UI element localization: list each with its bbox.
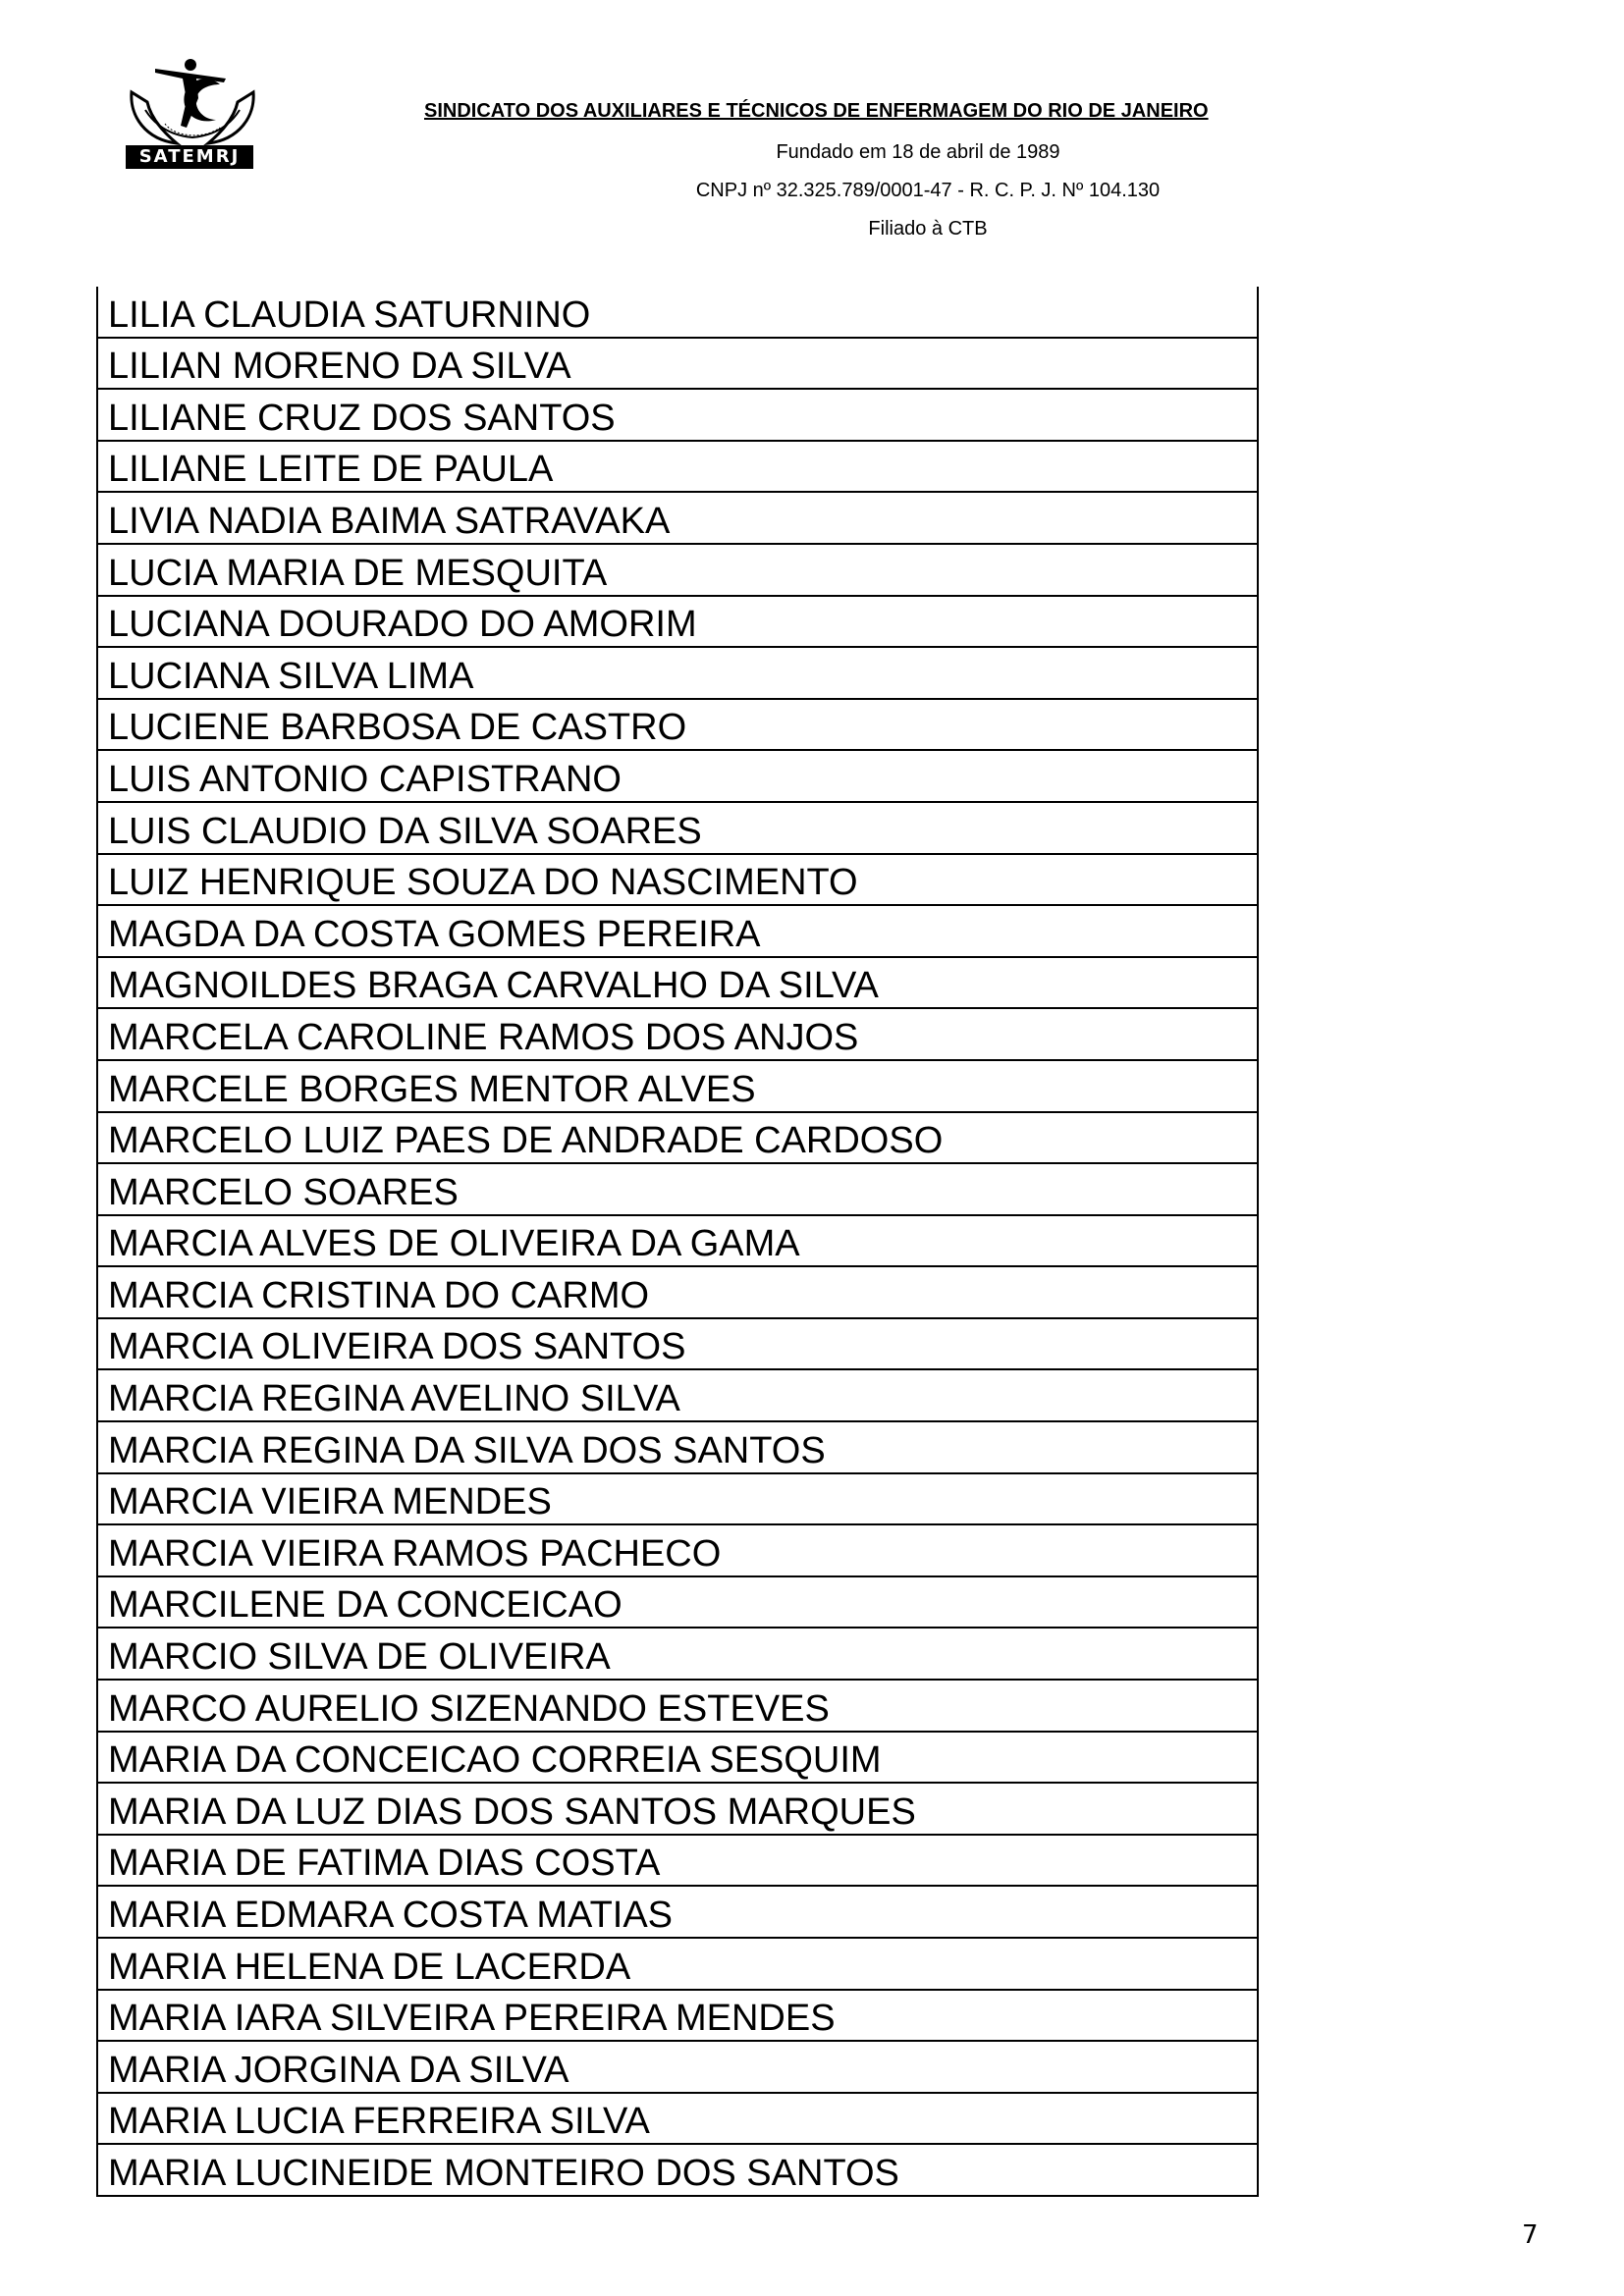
table-row	[97, 1576, 1258, 1629]
table-row	[97, 492, 1258, 544]
organization-name: SINDICATO DOS AUXILIARES E TÉCNICOS DE ENFERMAGEM DO RIO DE JANEIRO	[424, 100, 1209, 122]
member-name-cell: MARIA JORGINA DA SILVA	[97, 2041, 1258, 2093]
table-row	[97, 854, 1258, 906]
member-name-cell: LUCIENE BARBOSA DE CASTRO	[97, 699, 1258, 751]
registration-info: CNPJ nº 32.325.789/0001-47 - R. C. P. J. Nº 104.130	[695, 180, 1161, 201]
member-name-cell: MARCIA ALVES DE OLIVEIRA DA GAMA	[97, 1215, 1258, 1267]
table-row	[97, 2093, 1258, 2145]
table-row	[97, 1318, 1258, 1370]
member-name-cell: MARCELA CAROLINE RAMOS DOS ANJOS	[97, 1008, 1258, 1060]
table-row	[97, 389, 1258, 441]
member-name-cell: LUCIANA SILVA LIMA	[97, 647, 1258, 699]
member-name-cell: MARCIA REGINA AVELINO SILVA	[97, 1369, 1258, 1421]
member-name-cell: MARCIA VIEIRA RAMOS PACHECO	[97, 1524, 1258, 1576]
member-name-cell: MARIA DE FATIMA DIAS COSTA	[97, 1835, 1258, 1887]
table-row	[97, 1524, 1258, 1576]
member-name-cell: MARCIO SILVA DE OLIVEIRA	[97, 1628, 1258, 1680]
member-name-cell: MARCIA CRISTINA DO CARMO	[97, 1266, 1258, 1318]
member-name-cell: MARCIA VIEIRA MENDES	[97, 1473, 1258, 1525]
member-name-cell: MARCO AURELIO SIZENANDO ESTEVES	[97, 1680, 1258, 1732]
table-row	[97, 2144, 1258, 2196]
table-row	[97, 441, 1258, 493]
member-name-cell: MARIA LUCIA FERREIRA SILVA	[97, 2093, 1258, 2145]
table-row	[97, 1112, 1258, 1164]
logo-emblem-icon	[126, 55, 259, 149]
table-row	[97, 905, 1258, 957]
table-row	[97, 1060, 1258, 1112]
affiliation: Filiado à CTB	[868, 218, 988, 240]
member-name-cell: LILIANE LEITE DE PAULA	[97, 441, 1258, 493]
table-row	[97, 1008, 1258, 1060]
member-name-cell: MARIA IARA SILVEIRA PEREIRA MENDES	[97, 1990, 1258, 2042]
table-row	[97, 1266, 1258, 1318]
member-name-cell: LUCIANA DOURADO DO AMORIM	[97, 596, 1258, 648]
table-row	[97, 1938, 1258, 1990]
member-name-cell: MARCIA OLIVEIRA DOS SANTOS	[97, 1318, 1258, 1370]
member-name-cell: MARIA DA CONCEICAO CORREIA SESQUIM	[97, 1732, 1258, 1784]
table-row	[97, 1473, 1258, 1525]
table-row	[97, 699, 1258, 751]
member-name-cell: MARCILENE DA CONCEICAO	[97, 1576, 1258, 1629]
table-row	[97, 338, 1258, 390]
member-name-cell: MAGDA DA COSTA GOMES PEREIRA	[97, 905, 1258, 957]
table-row	[97, 1835, 1258, 1887]
member-name-cell: MARIA EDMARA COSTA MATIAS	[97, 1886, 1258, 1938]
member-name-cell: MARIA LUCINEIDE MONTEIRO DOS SANTOS	[97, 2144, 1258, 2196]
member-name-cell: MARCELE BORGES MENTOR ALVES	[97, 1060, 1258, 1112]
logo-badge: SATEMRJ	[126, 145, 253, 169]
member-name-cell: MARCELO LUIZ PAES DE ANDRADE CARDOSO	[97, 1112, 1258, 1164]
founded-date: Fundado em 18 de abril de 1989	[776, 141, 1060, 163]
table-row	[97, 544, 1258, 596]
member-name-cell: LUIS ANTONIO CAPISTRANO	[97, 750, 1258, 802]
member-name-cell: MAGNOILDES BRAGA CARVALHO DA SILVA	[97, 957, 1258, 1009]
table-row	[97, 596, 1258, 648]
table-row	[97, 750, 1258, 802]
table-row	[97, 1215, 1258, 1267]
member-name-cell: LILIA CLAUDIA SATURNINO	[97, 287, 1258, 338]
member-name-cell: LIVIA NADIA BAIMA SATRAVAKA	[97, 492, 1258, 544]
table-row	[97, 1732, 1258, 1784]
union-logo	[126, 55, 259, 171]
table-row	[97, 2041, 1258, 2093]
member-name-cell: LUIS CLAUDIO DA SILVA SOARES	[97, 802, 1258, 854]
table-row	[97, 287, 1258, 338]
member-name-cell: MARIA HELENA DE LACERDA	[97, 1938, 1258, 1990]
member-name-cell: MARCIA REGINA DA SILVA DOS SANTOS	[97, 1421, 1258, 1473]
table-row	[97, 957, 1258, 1009]
member-names-table	[96, 287, 1259, 2197]
page-number: 7	[1522, 2220, 1539, 2250]
table-row	[97, 1990, 1258, 2042]
table-row	[97, 1886, 1258, 1938]
member-name-cell: LUCIA MARIA DE MESQUITA	[97, 544, 1258, 596]
member-name-cell: LILIANE CRUZ DOS SANTOS	[97, 389, 1258, 441]
table-row	[97, 1680, 1258, 1732]
table-row	[97, 1628, 1258, 1680]
table-row	[97, 1421, 1258, 1473]
member-name-cell: MARCELO SOARES	[97, 1163, 1258, 1215]
member-name-cell: LILIAN MORENO DA SILVA	[97, 338, 1258, 390]
table-row	[97, 1369, 1258, 1421]
table-row	[97, 802, 1258, 854]
table-row	[97, 1163, 1258, 1215]
table-row	[97, 647, 1258, 699]
member-name-cell: MARIA DA LUZ DIAS DOS SANTOS MARQUES	[97, 1783, 1258, 1835]
member-name-cell: LUIZ HENRIQUE SOUZA DO NASCIMENTO	[97, 854, 1258, 906]
table-row	[97, 1783, 1258, 1835]
